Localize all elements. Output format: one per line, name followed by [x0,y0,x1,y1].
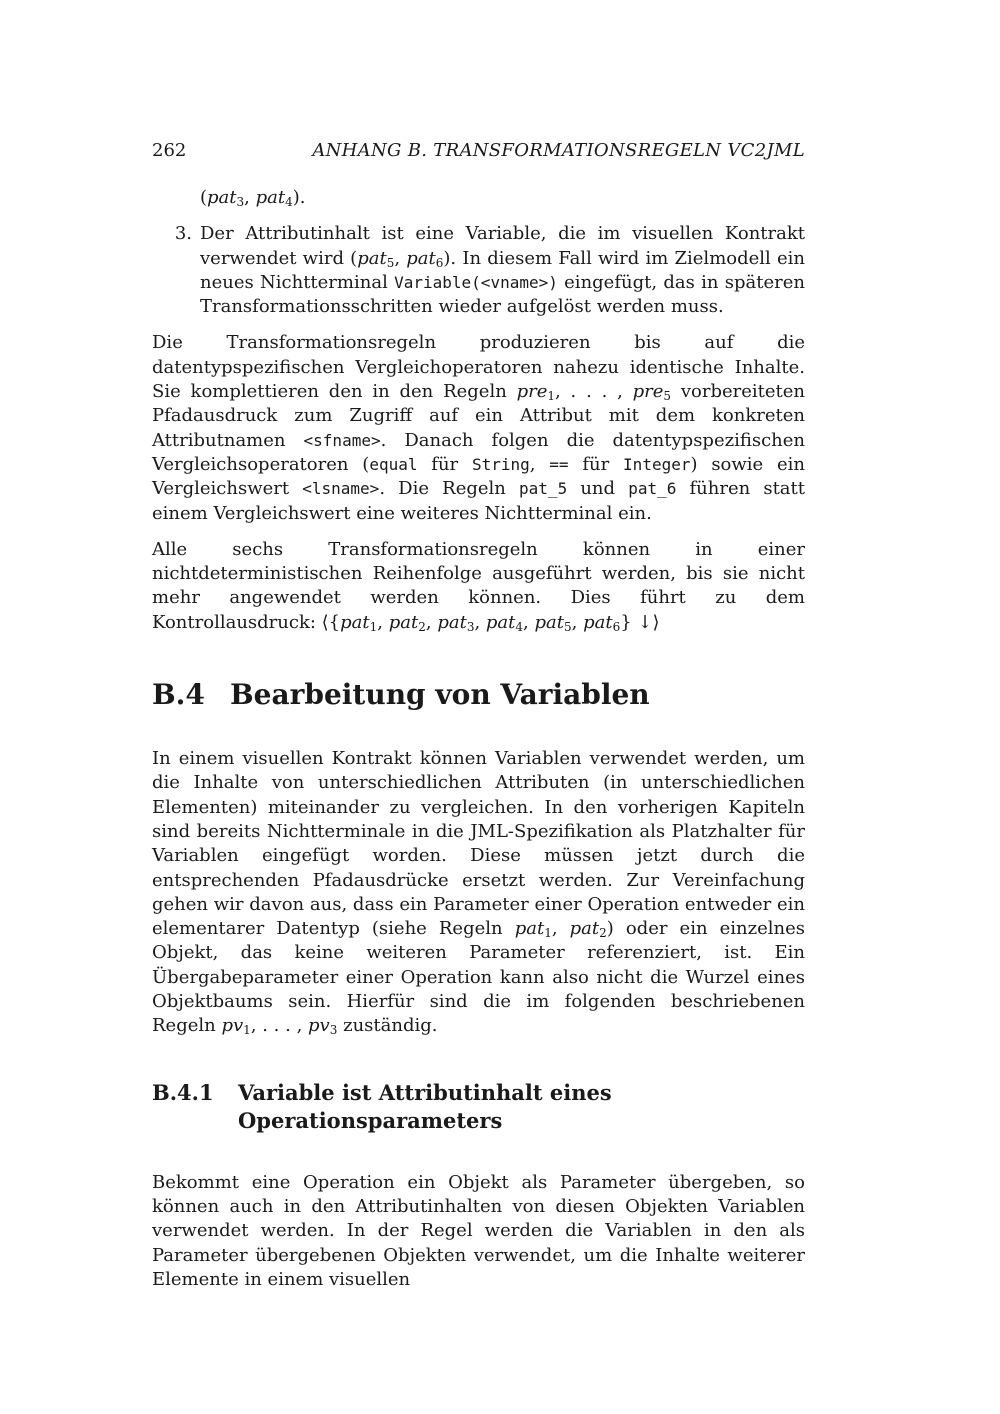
section-heading-b4 [152,677,805,713]
section-title: Bearbeitung von Variablen [230,678,650,712]
subsection-title: Variable ist Attributinhalt eines Operationsparameters [238,1079,612,1133]
paragraph-variables: In einem visuellen Kontrakt können Variablen verwendet werden, um die Inhalte von unterschiedlichen Attributen (in unterschiedlichen Elementen) miteinander zu vergleichen. In den vorherigen Kapiteln sind bereits Nichtterminale in die JML-Spezifikation als Platzhalter für Variablen eingefügt worden. Diese müssen jetzt durch die entsprechenden Pfadausdrücke ersetzt werden. Zur Vereinfachung gehen wir davon aus, dass ein Parameter einer Operation entweder ein elementarer Datentyp (siehe Regeln pat$_1$, pat$_2$) oder ein einzelnes Objekt, das keine weiteren Parameter referenziert, ist. Ein Übergabeparameter einer Operation kann also nicht die Wurzel eines Objektbaums sein. Hierfür sind die im folgenden beschriebenen Regeln $pv_1$, . . . , $pv_3$ zuständig. [152,748,805,1038]
list-item-3 [152,222,805,319]
section-number: B.4 [152,678,205,712]
running-header [152,140,805,180]
code-variable: Variable(<vname>) [394,272,558,292]
paragraph-datatype-operators: Die Transformationsregeln produzieren bis auf die datentypspezifischen Vergleichoperatoren nahezu identische Inhalte. Sie komplettieren den in den Regeln pre$_1$, . . . , pre$_5$ vorbereiteten Pfadausdruck zum Zugriff auf ein Attribut mit dem konkreten Attributnamen <sfname>. Danach folgen die datentypspezifischen Vergleichsoperatoren (equal für String, == für Integer) sowie ein Vergleichswert <lsname>. Die Regeln pat_5 und pat_6 führen statt einem Vergleichswert eine weiteres Nichtterminal ein. [152,332,806,524]
subsection-heading-b41 [152,1079,805,1135]
list-item-number: 3. [174,223,192,245]
paragraph-operation-parameter: Bekommt eine Operation ein Objekt als Parameter übergeben, so können auch in den Attributinhalten von diesen Objekten Variablen verwendet werden. In der Regel werden die Variablen in den als Parameter übergebenen Objekten verwendet, um die Inhalte weiterer Elemente in einem visuellen [152,1171,805,1290]
paragraph-control-expression: Alle sechs Transformationsregeln können in einer nichtdeterministischen Reihenfolge ausgeführt werden, bis sie nicht mehr angewendet werden können. Dies führt zu dem Kontrollausdruck: ⟨{pat$_1$, pat$_2$, pat$_3$, pat$_4$, pat$_5$, pat$_6$} ↓⟩ [152,538,805,634]
page-number: 262 [152,140,187,161]
running-title: ANHANG B. TRANSFORMATIONSREGELN VC2JML [312,140,805,161]
subsection-number: B.4.1 [152,1079,214,1105]
list-continuation: (pat$_3$, pat$_4$). [200,187,306,209]
list-item-text: Der Attributinhalt ist eine Variable, die im visuellen Kontrakt verwendet wird (pat$_5$, pat$_6$). In diesem Fall wird im Zielmodell ein neues Nichtterminal Variable(<vname>) eingefügt, das in späteren Transformationsschritten wieder aufgelöst werden muss. [200,223,805,318]
page [152,140,805,1292]
